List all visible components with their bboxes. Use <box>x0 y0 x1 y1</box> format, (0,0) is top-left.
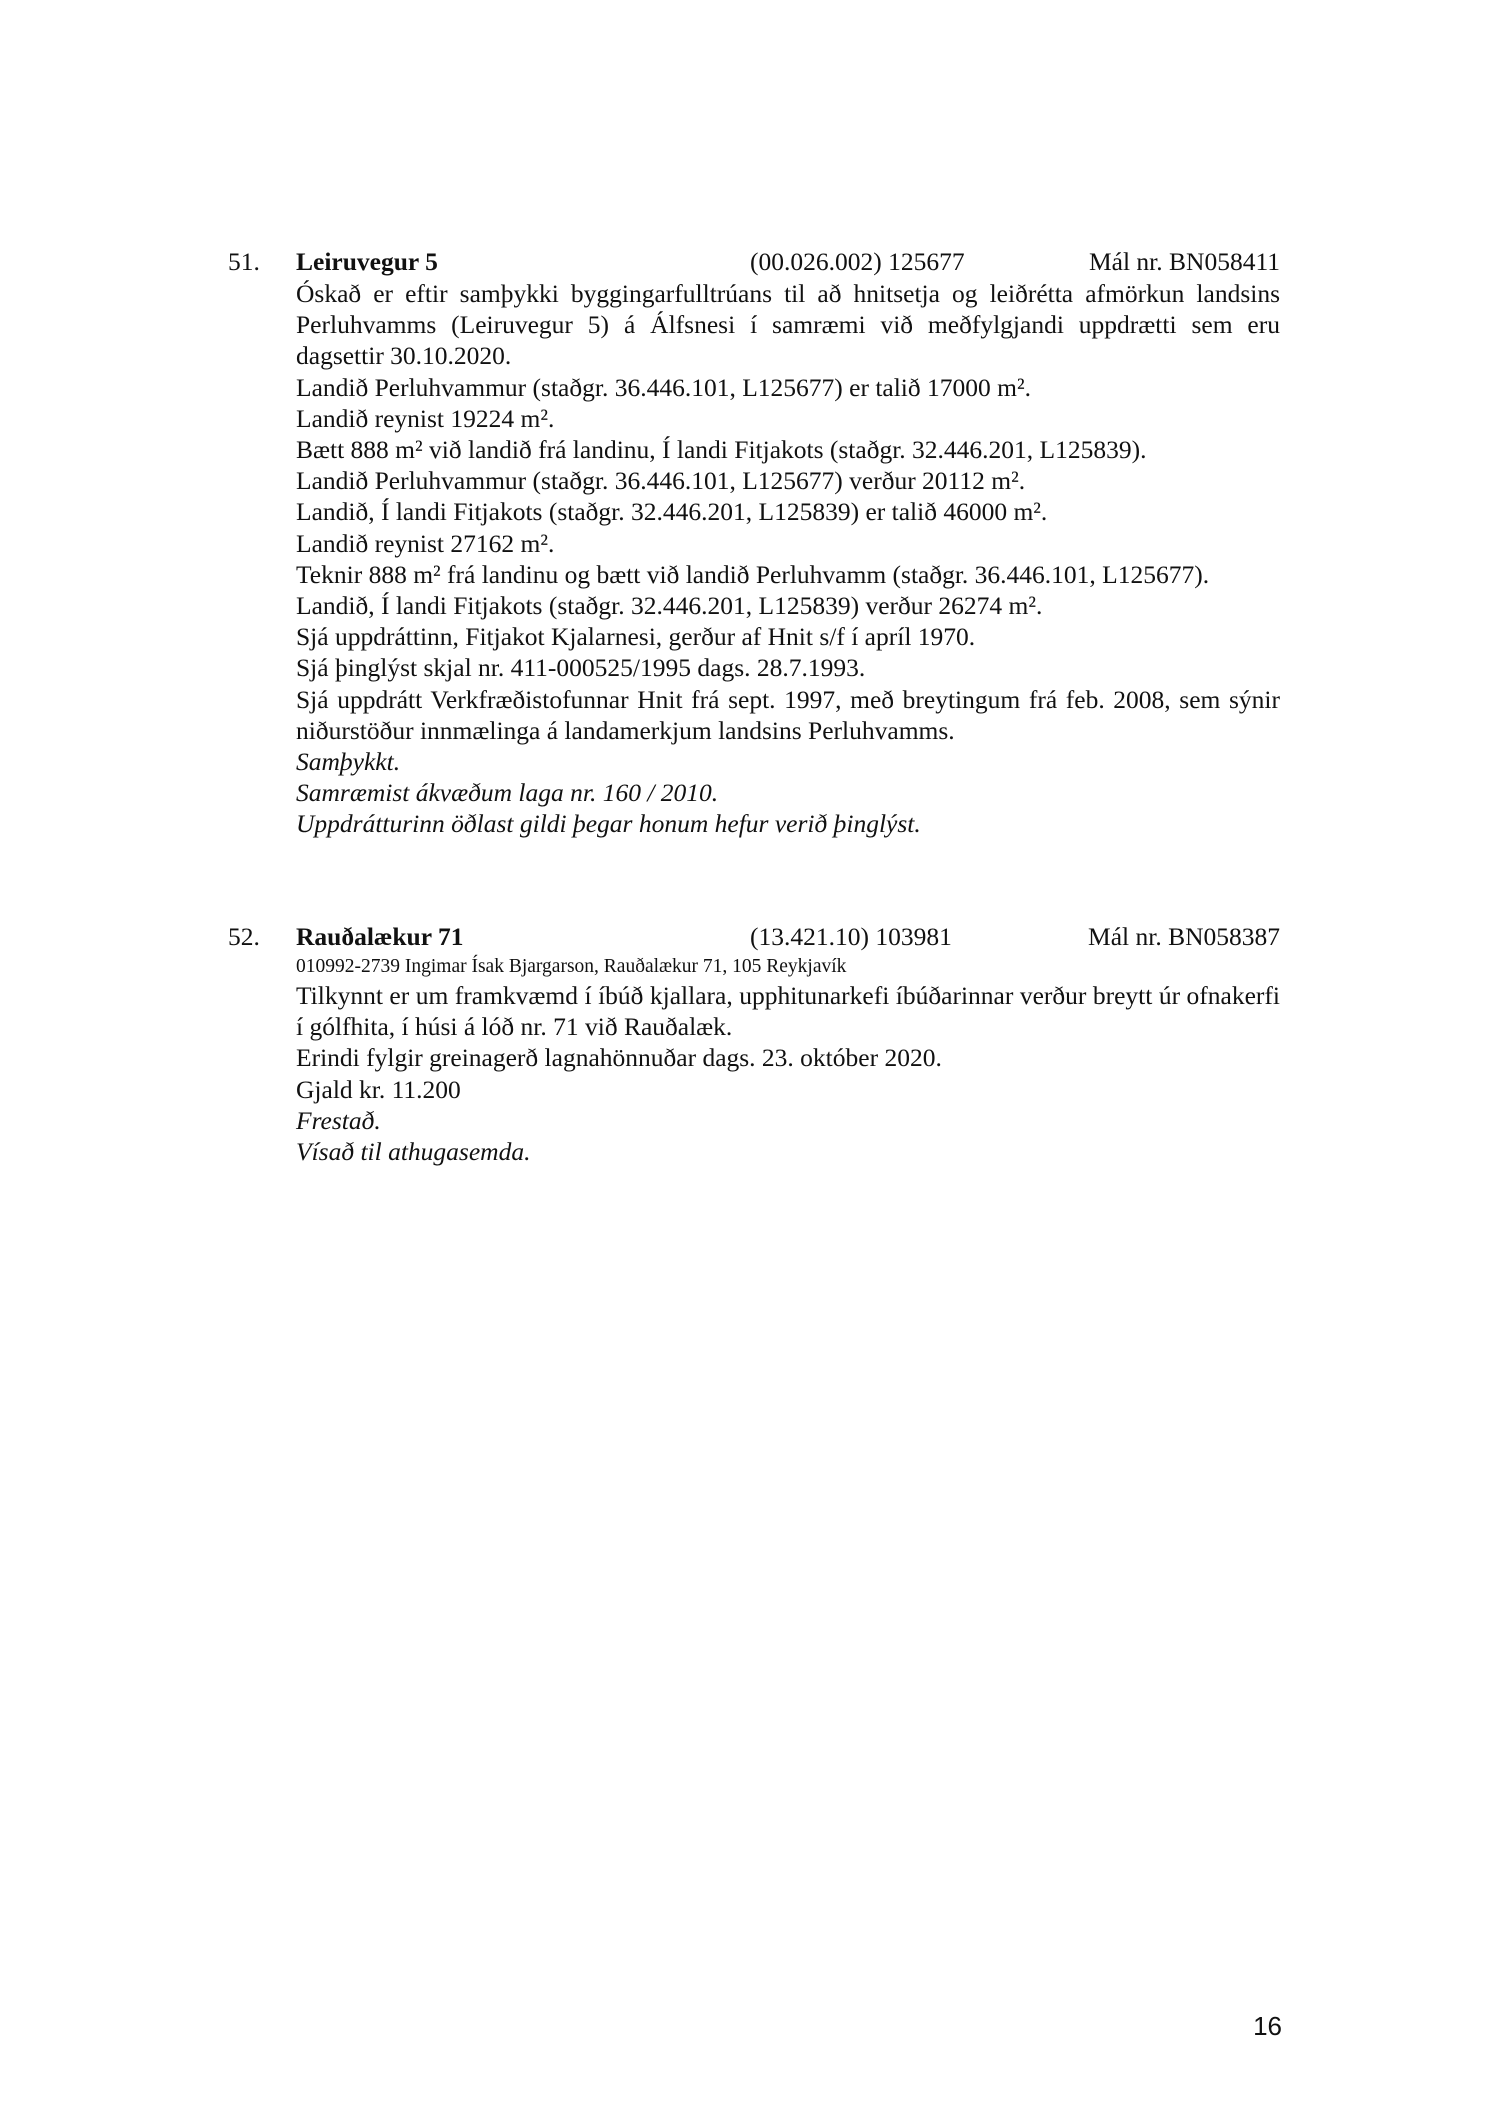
description-line: Landið Perluhvammur (staðgr. 36.446.101, L125677) verður 20112 m². <box>296 466 1026 496</box>
description-line: Landið, Í landi Fitjakots (staðgr. 32.446.201, L125839) er talið 46000 m². <box>296 497 1048 527</box>
case-entry-52 <box>228 921 1280 1167</box>
case-address: Leiruvegur 5 <box>296 247 438 276</box>
decision-line: Samræmist ákvæðum laga nr. 160 / 2010. <box>296 778 719 808</box>
case-header <box>228 246 1280 278</box>
decision-line: Uppdrátturinn öðlast gildi þegar honum hefur verið þinglýst. <box>296 809 921 839</box>
description-line: Bætt 888 m² við landið frá landinu, Í landi Fitjakots (staðgr. 32.446.201, L125839). <box>296 435 1147 465</box>
description-line: Sjá uppdrátt Verkfræðistofunnar Hnit frá sept. 1997, með breytingum frá feb. 2008, sem sýnir niðurstöður innmælinga á landamerkjum landsins Perluhvamms. <box>296 684 1280 745</box>
description-line: Sjá þinglýst skjal nr. 411-000525/1995 dags. 28.7.1993. <box>296 653 866 683</box>
description-line: Erindi fylgir greinagerð lagnahönnuðar dags. 23. október 2020. <box>296 1043 942 1073</box>
case-matter-number: Mál nr. BN058411 <box>1088 247 1280 276</box>
case-address: Rauðalækur 71 <box>296 922 464 951</box>
description-line: Landið reynist 19224 m². <box>296 403 555 433</box>
description-line: Sjá uppdráttinn, Fitjakot Kjalarnesi, gerður af Hnit s/f í apríl 1970. <box>296 622 976 652</box>
case-description <box>296 278 1280 840</box>
decision-line: Frestað. <box>296 1105 381 1135</box>
case-header <box>228 921 1280 953</box>
description-line: Landið reynist 27162 m². <box>296 528 555 558</box>
description-line: Óskað er eftir samþykki byggingarfulltrúans til að hnitsetja og leiðrétta afmörkun landsins Perluhvamms (Leiruvegur 5) á Álfsnesi í samræmi við meðfylgjandi uppdrætti sem eru dagsettir 30.10.2020. <box>296 279 1280 371</box>
decision-line: Vísað til athugasemda. <box>296 1137 531 1167</box>
property-reference: (00.026.002) 125677 <box>750 247 965 276</box>
applicant-line: 010992-2739 Ingimar Ísak Bjargarson, Rauðalækur 71, 105 Reykjavík <box>296 956 847 977</box>
case-matter-number: Mál nr. BN058387 <box>1088 922 1280 951</box>
page-number: 16 <box>1253 2011 1282 2041</box>
description-line: Tilkynnt er um framkvæmd í íbúð kjallara, upphitunarkefi íbúðarinnar verður breytt úr ofnakerfi í gólfhita, í húsi á lóð nr. 71 við Rauðalæk. <box>296 981 1280 1042</box>
description-line: Gjald kr. 11.200 <box>296 1074 461 1104</box>
case-number: 52. <box>228 922 260 951</box>
case-number: 51. <box>228 247 260 276</box>
case-entry-51 <box>228 246 1280 840</box>
decision-line: Samþykkt. <box>296 747 401 777</box>
description-line: Teknir 888 m² frá landinu og bætt við landið Perluhvamm (staðgr. 36.446.101, L125677). <box>296 559 1210 589</box>
property-reference: (13.421.10) 103981 <box>750 922 952 951</box>
description-line: Landið, Í landi Fitjakots (staðgr. 32.446.201, L125839) verður 26274 m². <box>296 591 1043 621</box>
description-line: Landið Perluhvammur (staðgr. 36.446.101, L125677) er talið 17000 m². <box>296 372 1031 402</box>
case-description <box>296 953 1280 1167</box>
